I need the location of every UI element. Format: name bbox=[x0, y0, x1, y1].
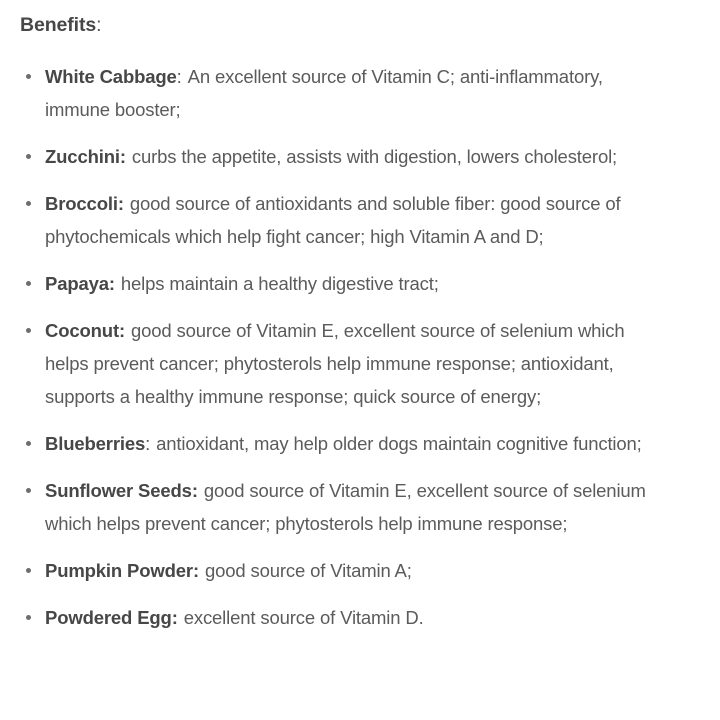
bullet-icon bbox=[26, 154, 31, 159]
list-item-term: Broccoli: bbox=[45, 193, 124, 214]
list-item-description: good source of Vitamin E, excellent source of selenium which helps prevent cancer; phytosterols help immune response; bbox=[45, 480, 646, 534]
list-item-term: Coconut: bbox=[45, 320, 125, 341]
bullet-icon bbox=[26, 568, 31, 573]
benefits-list bbox=[20, 60, 670, 634]
bullet-icon bbox=[26, 441, 31, 446]
list-item-description: antioxidant, may help older dogs maintain cognitive function; bbox=[156, 433, 642, 454]
list-item-term-punctuation: : bbox=[145, 433, 151, 454]
list-item-term-punctuation: : bbox=[176, 66, 182, 87]
list-item-term: Blueberries bbox=[45, 433, 146, 454]
list-item-term: Sunflower Seeds: bbox=[45, 480, 198, 501]
list-item bbox=[20, 427, 670, 460]
page-title-punctuation: : bbox=[96, 14, 102, 36]
list-item bbox=[20, 474, 670, 540]
list-item bbox=[20, 314, 670, 413]
list-item bbox=[20, 554, 670, 587]
list-item-description: good source of Vitamin E, excellent source of selenium which helps prevent cancer; phytosterols help immune response; antioxidant, supports a healthy immune response; quick source of energy; bbox=[45, 320, 625, 407]
list-item-description: excellent source of Vitamin D. bbox=[183, 607, 424, 628]
page-title bbox=[20, 12, 101, 38]
bullet-icon bbox=[26, 74, 31, 79]
bullet-icon bbox=[26, 488, 31, 493]
list-item bbox=[20, 60, 670, 126]
bullet-icon bbox=[26, 615, 31, 620]
list-item-description: good source of antioxidants and soluble fiber: good source of phytochemicals which help fight cancer; high Vitamin A and D; bbox=[45, 193, 621, 247]
bullet-icon bbox=[26, 201, 31, 206]
list-item bbox=[20, 140, 670, 173]
list-item-description: good source of Vitamin A; bbox=[205, 560, 412, 581]
list-item bbox=[20, 267, 670, 300]
list-item bbox=[20, 601, 670, 634]
page-title-term: Benefits bbox=[20, 14, 97, 36]
list-item-term: Papaya: bbox=[45, 273, 115, 294]
list-item-term: Zucchini: bbox=[45, 146, 126, 167]
bullet-icon bbox=[26, 328, 31, 333]
list-item-term: White Cabbage bbox=[45, 66, 177, 87]
list-item-description: An excellent source of Vitamin C; anti-inflammatory, immune booster; bbox=[45, 66, 603, 120]
list-item-term: Powdered Egg: bbox=[45, 607, 178, 628]
list-item-term: Pumpkin Powder: bbox=[45, 560, 199, 581]
list-item bbox=[20, 187, 670, 253]
list-item-description: curbs the appetite, assists with digestion, lowers cholesterol; bbox=[131, 146, 618, 167]
bullet-icon bbox=[26, 281, 31, 286]
list-item-description: helps maintain a healthy digestive tract; bbox=[120, 273, 439, 294]
